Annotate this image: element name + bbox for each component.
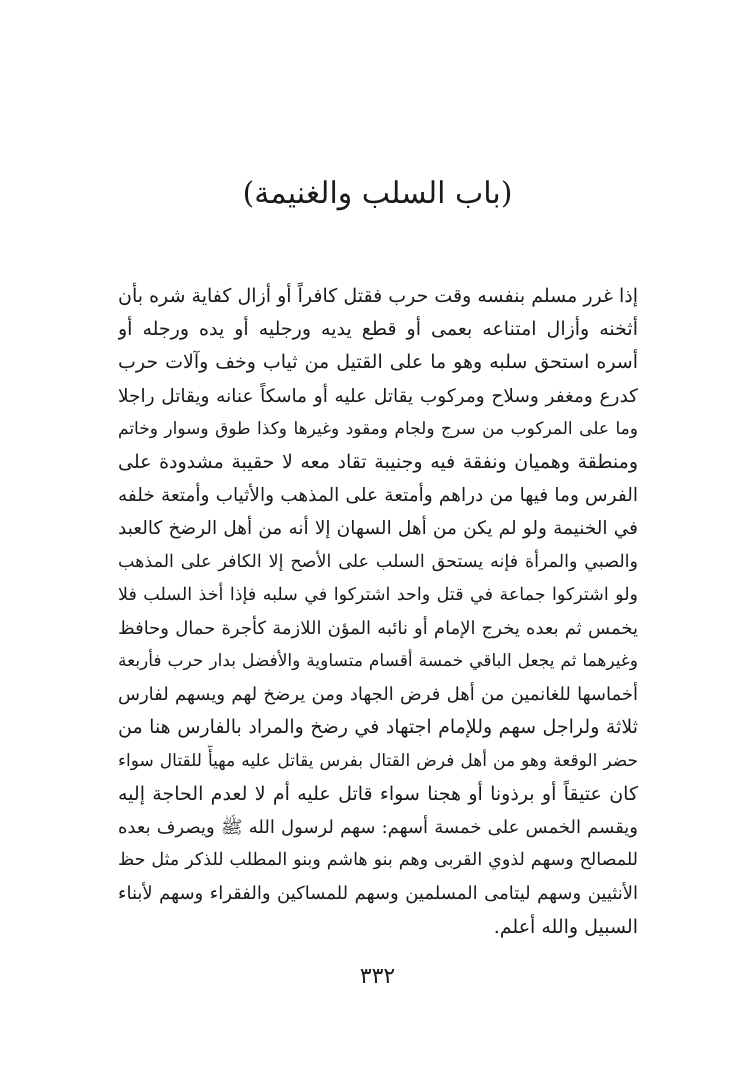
text-line: كان عتيقاً أو برذونا أو هجنا سواء قاتل عليه أم لا لعدم الحاجة إليه bbox=[118, 782, 638, 805]
text-line: الفرس وما فيها من دراهم وأمتعة على المذهب والأثياب وأمتعة خلفه bbox=[118, 485, 638, 507]
text-line: إذا غرر مسلم بنفسه وقت حرب فقتل كافراً أو أزال كفاية شره بأن bbox=[118, 285, 638, 307]
text-line: ومنطقة وهميان ونفقة فيه وجنيبة تقاد معه لا حقيبة مشدودة على bbox=[118, 450, 638, 473]
text-line: والصبي والمرأة فإنه يستحق السلب على الأصح إلا الكافر على المذهب bbox=[118, 551, 638, 572]
chapter-title: (باب السلب والغنيمة) bbox=[242, 176, 513, 211]
text-line: كدرع ومغفر وسلاح ومركوب يقاتل عليه أو ماسكاً عنانه ويقاتل راجلا bbox=[118, 385, 638, 407]
page-number: ٣٣٢ bbox=[359, 964, 396, 989]
body-text bbox=[118, 280, 638, 944]
text-line: للمصالح وسهم لذوي القربى وهم بنو هاشم وبنو المطلب للذكر مثل حظ bbox=[118, 850, 638, 871]
text-line: وغيرهما ثم يجعل الباقي خمسة أقسام متساوية والأفضل بدار حرب فأربعة bbox=[118, 651, 638, 672]
text-line: أخماسها للغانمين من أهل فرض الجهاد ومن يرضخ لهم ويسهم لفارس bbox=[118, 684, 638, 706]
text-line: ويقسم الخمس على خمسة أسهم: سهم لرسول الله ﷺ ويصرف بعده bbox=[118, 817, 638, 838]
text-line: ولو اشتركوا جماعة في قتل واحد اشتركوا في سلبه فإذا أخذ السلب فلا bbox=[118, 584, 638, 605]
text-line: حضر الوقعة وهو من أهل فرض القتال بفرس يقاتل عليه مهيأً للقتال سواء bbox=[118, 750, 638, 771]
text-line: أسره استحق سلبه وهو ما على القتيل من ثياب وخف وآلات حرب bbox=[118, 351, 638, 374]
text-line: وما على المركوب من سرج ولجام ومقود وغيرها وكذا طوق وسوار وخاتم bbox=[118, 418, 638, 439]
text-line: في الخنيمة ولو لم يكن من أهل السهان إلا أنه من أهل الرضخ كالعبد bbox=[118, 518, 638, 540]
text-line: يخمس ثم بعده يخرج الإمام أو نائبه المؤن اللازمة كأجرة حمال وحافظ bbox=[118, 617, 638, 639]
text-line: أثخنه وأزال امتناعه بعمى أو قطع يديه ورجليه أو يده ورجله أو bbox=[118, 318, 638, 341]
text-line: الأنثيين وسهم ليتامى المسلمين وسهم للمساكين والفقراء وسهم لأبناء bbox=[118, 883, 638, 905]
text-line-last: السبيل والله أعلم. bbox=[493, 915, 638, 938]
text-line: ثلاثة ولراجل سهم وللإمام اجتهاد في رضخ والمراد بالفارس هنا من bbox=[118, 716, 638, 739]
